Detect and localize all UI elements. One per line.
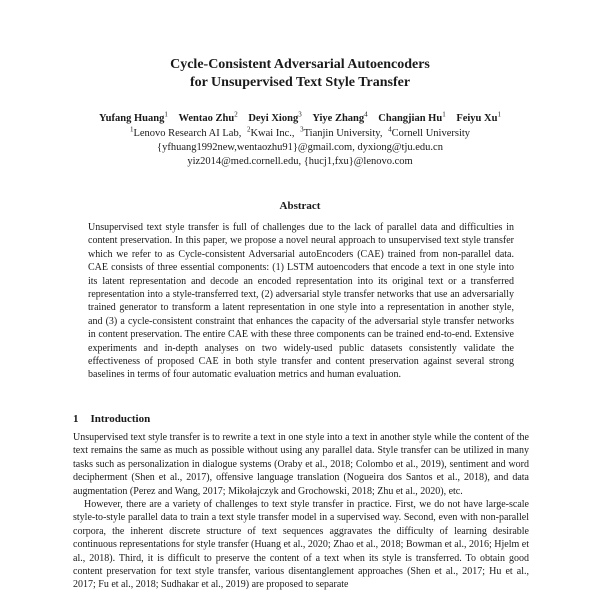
- introduction-body: [73, 431, 529, 592]
- intro-paragraph-1: Unsupervised text style transfer is to rewrite a text in one style into a text in another style while the content of the text remains the same as much as possible without using any parallel data. Style transfer can be utilized in many tasks such as personalization in dialogue systems (Oraby et al., 2018; Colombo et al., 2019), sentiment and word decipherment (Shen et al., 2017), offensive language translation (Nogueira dos Santos et al., 2018), and data augmentation (Perez and Wang, 2017; Mikołajczyk and Grochowski, 2018; Zhu et al., 2020), etc.: [73, 432, 529, 497]
- affiliation: $^2$Kwai Inc.,: [246, 125, 295, 139]
- paper-title: [0, 56, 600, 92]
- affiliation: $^4$Cornell University: [388, 125, 471, 139]
- author: Feiyu Xu$^1$: [456, 110, 501, 124]
- author: Yufang Huang$^1$: [99, 110, 168, 124]
- email-line-1: {yfhuang1992new,wentaozhu91}@gmail.com, dyxiong@tju.edu.cn: [157, 141, 443, 153]
- author: Deyi Xiong$^3$: [248, 110, 302, 124]
- abstract-heading: Abstract: [279, 200, 321, 212]
- section-title: Introduction: [90, 413, 151, 425]
- title-line-1: Cycle-Consistent Adversarial Autoencoders: [170, 57, 430, 72]
- affiliation: $^1$Lenovo Research AI Lab,: [129, 125, 242, 139]
- affiliation: $^3$Tianjin University,: [300, 125, 383, 139]
- author: Wentao Zhu$^2$: [178, 110, 238, 124]
- intro-paragraph-2: However, there are a variety of challenges to text style transfer in practice. First, we do not have large-scale style-to-style parallel data to train a text style transfer model in a supervised way. Second, even with non-parallel corpora, the inherent discrete structure of text sequences aggravates the difficulty of learning desirable continuous representations for style transfer (Huang et al., 2020; Zhao et al., 2018; Bowman et al., 2016; Hjelm et al., 2018). Third, it is difficult to preserve the content of a text when its style is transferred. To obtain good content preservation for text style transfer, various disentanglement approaches (Shen et al., 2017; Hu et al., 2017; Fu et al., 2018; Sudhakar et al., 2019) are proposed to separate: [73, 499, 529, 591]
- affiliation-line: [0, 122, 600, 141]
- title-line-2: for Unsupervised Text Style Transfer: [189, 75, 411, 90]
- section-heading: [73, 412, 150, 426]
- affiliations: [0, 122, 600, 169]
- section-number: 1: [73, 413, 79, 425]
- author: Yiye Zhang$^4$: [312, 110, 368, 124]
- abstract-text: Unsupervised text style transfer is full of challenges due to the lack of parallel data and difficulties in content preservation. In this paper, we propose a novel neural approach to unsupervised text style transfer which we refer to as Cycle-consistent Adversarial autoEncoders (CAE) trained from non-parallel data. CAE consists of three essential components: (1) LSTM autoencoders that encode a text in one style into its latent representation and decode an encoded representation into its original text or a transferred representation into a style-transferred text, (2) adversarial style transfer networks that use an adversarially trained generator to transform a latent representation in one style into a representation in another style, and (3) a cycle-consistent constraint that enhances the capacity of the adversarial style transfer networks in content preservation. The entire CAE with these three components can be trained end-to-end. Extensive experiments and in-depth analyses on two widely-used public datasets consistently validate the effectiveness of proposed CAE in both style transfer and content preservation against several strong baselines in terms of four automatic evaluation metrics and human evaluation.: [88, 222, 514, 381]
- email-line-2: yiz2014@med.cornell.edu, {hucj1,fxu}@lenovo.com: [187, 155, 413, 167]
- author: Changjian Hu$^1$: [378, 110, 446, 124]
